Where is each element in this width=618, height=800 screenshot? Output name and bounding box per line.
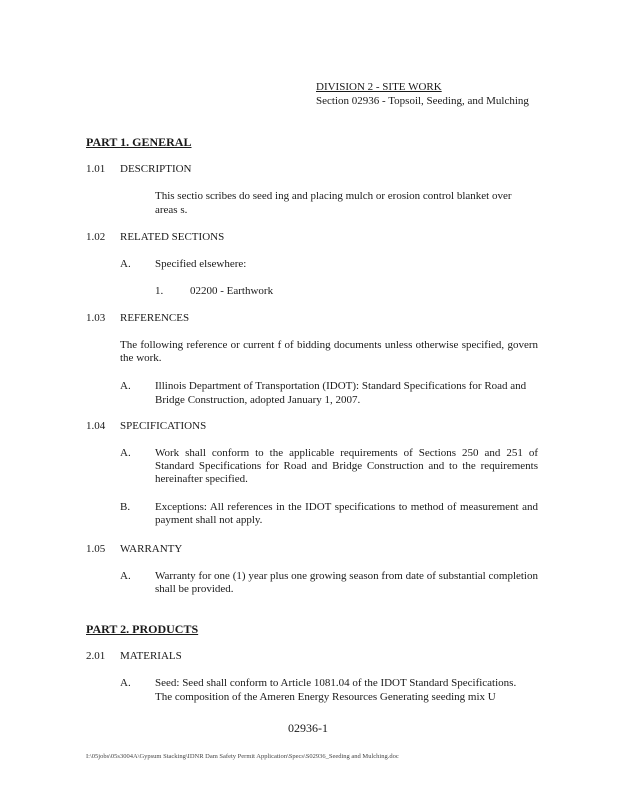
section-1-03-item-a-line1: Illinois Department of Transportation (IDOT): Standard Specifications for Road and [155,380,527,392]
section-1-04-number: 1.04 [86,420,106,432]
section-1-04-title: SPECIFICATIONS [120,420,207,432]
section-1-05-item-a-text: Warranty for one (1) year plus one growing season from date of substantial completion shall be provided. [155,570,538,595]
section-1-01-body-line2: areas s. [155,204,188,216]
section-2-01-number: 2.01 [86,650,106,662]
section-1-02-title: RELATED SECTIONS [120,231,225,243]
section-2-01-title: MATERIALS [120,650,182,662]
section-1-05-number: 1.05 [86,543,106,555]
section-1-04-item-a-text: Work shall conform to the applicable requirements of Sections 250 and 251 of Standard Specifications for Road and Bridge Construction and to the requirements hereinafter specified. [155,447,538,485]
section-1-05-item-a-label: A. [120,570,131,582]
section-1-03-body: The following reference or current f of bidding documents unless otherwise specified, govern the work. [120,339,538,364]
section-1-03-title: REFERENCES [120,312,190,324]
section-2-01-item-a-line1: Seed: Seed shall conform to Article 1081.04 of the IDOT Standard Specifications. [155,677,517,689]
section-1-02-item-a-text: Specified elsewhere: [155,258,247,270]
section-1-01-title: DESCRIPTION [120,163,192,175]
section-title: Section 02936 - Topsoil, Seeding, and Mulching [316,95,529,107]
section-1-02-sub1-label: 1. [155,285,164,297]
section-1-04-item-a-label: A. [120,447,131,459]
section-1-03-item-a-label: A. [120,380,131,392]
page-number: 02936-1 [288,721,328,735]
section-1-05-title: WARRANTY [120,543,183,555]
section-1-03-item-a-line2: Bridge Construction, adopted January 1, 2007. [155,394,361,406]
section-1-02-number: 1.02 [86,231,106,243]
section-1-02-item-a-label: A. [120,258,131,270]
section-1-04-item-b-label: B. [120,501,131,513]
part1-heading: PART 1. GENERAL [86,135,192,149]
section-2-01-item-a-label: A. [120,677,131,689]
file-path-footer: I:\05jobs\05s3004A\Gypsum Stacking\IDNR Dam Safety Permit Application\Specs\S02936_Seeding and Mulching.doc [86,753,399,760]
section-1-03-number: 1.03 [86,312,106,324]
section-1-02-sub1-text: 02200 - Earthwork [190,285,274,297]
part2-heading: PART 2. PRODUCTS [86,622,199,636]
section-1-01-body-line1: This sectio scribes do seed ing and placing mulch or erosion control blanket over [155,190,512,202]
section-1-01-number: 1.01 [86,163,106,175]
section-2-01-item-a-line2: The composition of the Ameren Energy Resources Generating seeding mix U [155,691,496,703]
section-1-04-item-b-text: Exceptions: All references in the IDOT specifications to method of measurement and payment shall not apply. [155,501,538,526]
division-title: DIVISION 2 - SITE WORK [316,81,442,93]
